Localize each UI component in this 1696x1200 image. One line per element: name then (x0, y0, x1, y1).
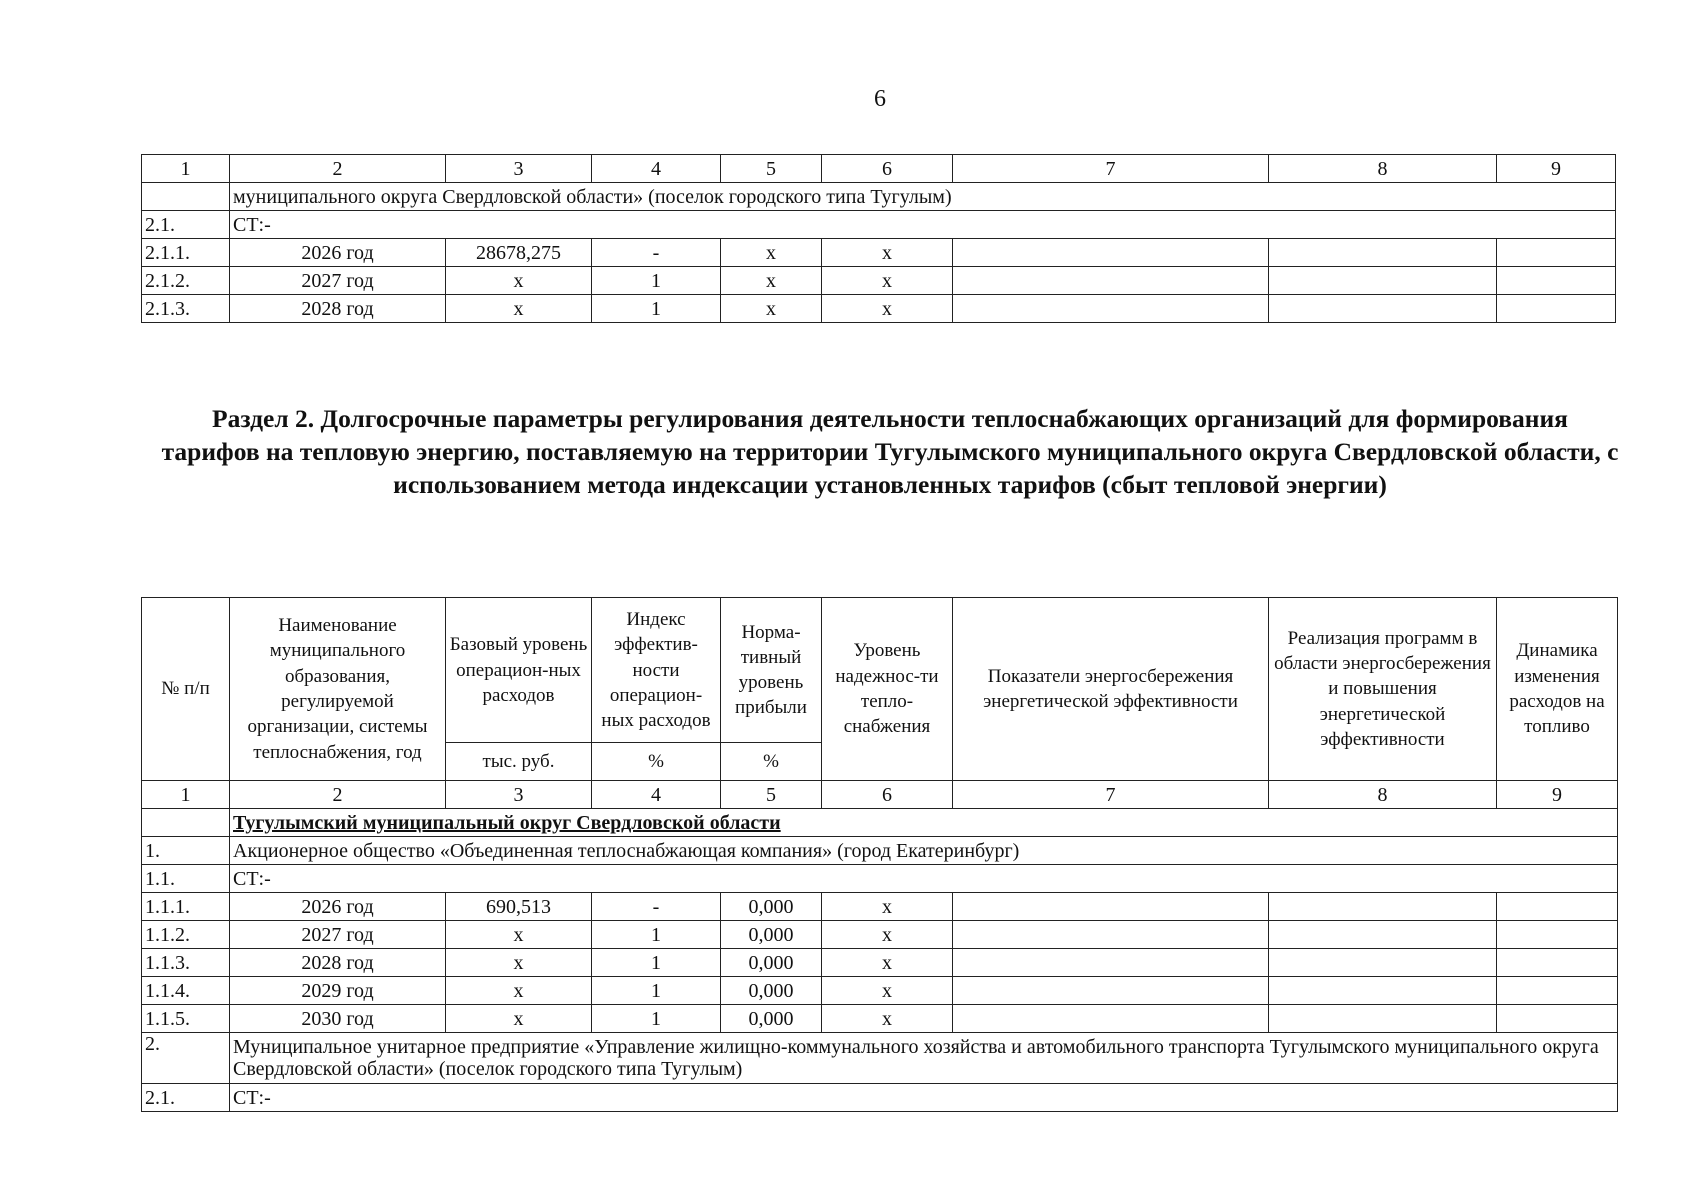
profit-cell: х (721, 239, 822, 267)
col-number: 2 (230, 781, 446, 809)
col-number: 4 (592, 155, 721, 183)
table-row (142, 977, 1618, 1005)
unit-percent: % (721, 743, 822, 781)
section-row (142, 865, 1618, 893)
row-number: 2.1. (142, 211, 230, 239)
row-number: 1. (142, 837, 230, 865)
year-cell: 2030 год (230, 1005, 446, 1033)
col-number: 8 (1269, 781, 1497, 809)
col-number: 3 (446, 781, 592, 809)
index-cell: - (592, 893, 721, 921)
top-table (141, 154, 1616, 323)
column-number-row (142, 781, 1618, 809)
col-number: 5 (721, 155, 822, 183)
table-row (142, 295, 1616, 323)
base-cell: х (446, 267, 592, 295)
col-number: 1 (142, 781, 230, 809)
row-number: 1.1. (142, 865, 230, 893)
table-row (142, 949, 1618, 977)
index-cell: 1 (592, 949, 721, 977)
header-reliability: Уровень надежнос-ти тепло-снабжения (822, 598, 953, 781)
reliability-cell: х (822, 267, 953, 295)
col-number: 5 (721, 781, 822, 809)
reliability-cell: х (822, 239, 953, 267)
reliability-cell: х (822, 295, 953, 323)
year-cell: 2027 год (230, 921, 446, 949)
region-name: Тугулымский муниципальный округ Свердловской области (233, 811, 781, 834)
org-name-continuation: муниципального округа Свердловской области» (поселок городского типа Тугулым) (230, 183, 1616, 211)
page-number: 6 (874, 86, 886, 112)
col-number: 1 (142, 155, 230, 183)
continuation-row (142, 183, 1616, 211)
section-row (142, 211, 1616, 239)
col-number: 4 (592, 781, 721, 809)
header-base-costs: Базовый уровень операцион-ных расходов (446, 598, 592, 743)
profit-cell: х (721, 267, 822, 295)
header-efficiency-index: Индекс эффектив-ности операцион-ных расходов (592, 598, 721, 743)
year-cell: 2026 год (230, 239, 446, 267)
index-cell: 1 (592, 267, 721, 295)
row-number: 1.1.1. (142, 893, 230, 921)
unit-percent: % (592, 743, 721, 781)
row-number: 2.1.3. (142, 295, 230, 323)
base-cell: х (446, 295, 592, 323)
year-cell: 2026 год (230, 893, 446, 921)
header-row (142, 598, 1618, 743)
table-row (142, 921, 1618, 949)
year-cell: 2029 год (230, 977, 446, 1005)
reliability-cell: х (822, 949, 953, 977)
col-number: 9 (1497, 781, 1618, 809)
row-number: 2.1. (142, 1084, 230, 1112)
index-cell: 1 (592, 1005, 721, 1033)
index-cell: 1 (592, 921, 721, 949)
reliability-cell: х (822, 977, 953, 1005)
section-label: СТ:- (230, 211, 1616, 239)
col-number: 9 (1497, 155, 1616, 183)
table-row (142, 893, 1618, 921)
reliability-cell: х (822, 893, 953, 921)
row-number: 1.1.5. (142, 1005, 230, 1033)
row-number: 2.1.2. (142, 267, 230, 295)
header-name: Наименование муниципального образования, регулируемой организации, системы теплоснабжения, год (230, 598, 446, 781)
base-cell: х (446, 977, 592, 1005)
index-cell: - (592, 239, 721, 267)
reliability-cell: х (822, 1005, 953, 1033)
row-number: 1.1.3. (142, 949, 230, 977)
section-title: Раздел 2. Долгосрочные параметры регулирования деятельности теплоснабжающих организаций для формирования тарифов на тепловую энергию, поставляемую на территории Тугулымского муниципального округа Свердловской области, с использованием метода индексации установленных тарифов (сбыт тепловой энергии) (161, 404, 1619, 500)
header-programs: Реализация программ в области энергосбережения и повышения энергетической эффективности (1269, 598, 1497, 781)
section-label: СТ:- (230, 865, 1618, 893)
row-number: 2. (142, 1033, 230, 1084)
profit-cell: 0,000 (721, 921, 822, 949)
table-row (142, 239, 1616, 267)
reliability-cell: х (822, 921, 953, 949)
section-label: СТ:- (230, 1084, 1618, 1112)
base-cell: х (446, 921, 592, 949)
profit-cell: 0,000 (721, 949, 822, 977)
profit-cell: х (721, 295, 822, 323)
index-cell: 1 (592, 295, 721, 323)
base-cell: 28678,275 (446, 239, 592, 267)
column-number-row (142, 155, 1616, 183)
col-number: 6 (822, 781, 953, 809)
header-number: № п/п (142, 598, 230, 781)
col-number: 8 (1269, 155, 1497, 183)
profit-cell: 0,000 (721, 977, 822, 1005)
index-cell: 1 (592, 977, 721, 1005)
table-row (142, 1005, 1618, 1033)
org-name: Акционерное общество «Объединенная теплоснабжающая компания» (город Екатеринбург) (230, 837, 1618, 865)
col-number: 2 (230, 155, 446, 183)
base-cell: х (446, 1005, 592, 1033)
section-row (142, 1084, 1618, 1112)
row-number: 2.1.1. (142, 239, 230, 267)
col-number: 3 (446, 155, 592, 183)
org-row (142, 1033, 1618, 1084)
year-cell: 2027 год (230, 267, 446, 295)
row-number: 1.1.2. (142, 921, 230, 949)
col-number: 7 (953, 155, 1269, 183)
org-row (142, 837, 1618, 865)
col-number: 7 (953, 781, 1269, 809)
region-row (142, 809, 1618, 837)
org-name: Муниципальное унитарное предприятие «Управление жилищно-коммунального хозяйства и автомобильного транспорта Тугулымского муниципального округа Свердловской области» (поселок городского типа Тугулым) (230, 1033, 1618, 1084)
table-row (142, 267, 1616, 295)
year-cell: 2028 год (230, 295, 446, 323)
parameters-table (141, 597, 1618, 1112)
header-profit: Норма-тивный уровень прибыли (721, 598, 822, 743)
unit-thousand-rub: тыс. руб. (446, 743, 592, 781)
row-number: 1.1.4. (142, 977, 230, 1005)
base-cell: 690,513 (446, 893, 592, 921)
header-fuel-dynamics: Динамика изменения расходов на топливо (1497, 598, 1618, 781)
base-cell: х (446, 949, 592, 977)
year-cell: 2028 год (230, 949, 446, 977)
col-number: 6 (822, 155, 953, 183)
header-energy-saving: Показатели энергосбережения энергетической эффективности (953, 598, 1269, 781)
profit-cell: 0,000 (721, 893, 822, 921)
profit-cell: 0,000 (721, 1005, 822, 1033)
